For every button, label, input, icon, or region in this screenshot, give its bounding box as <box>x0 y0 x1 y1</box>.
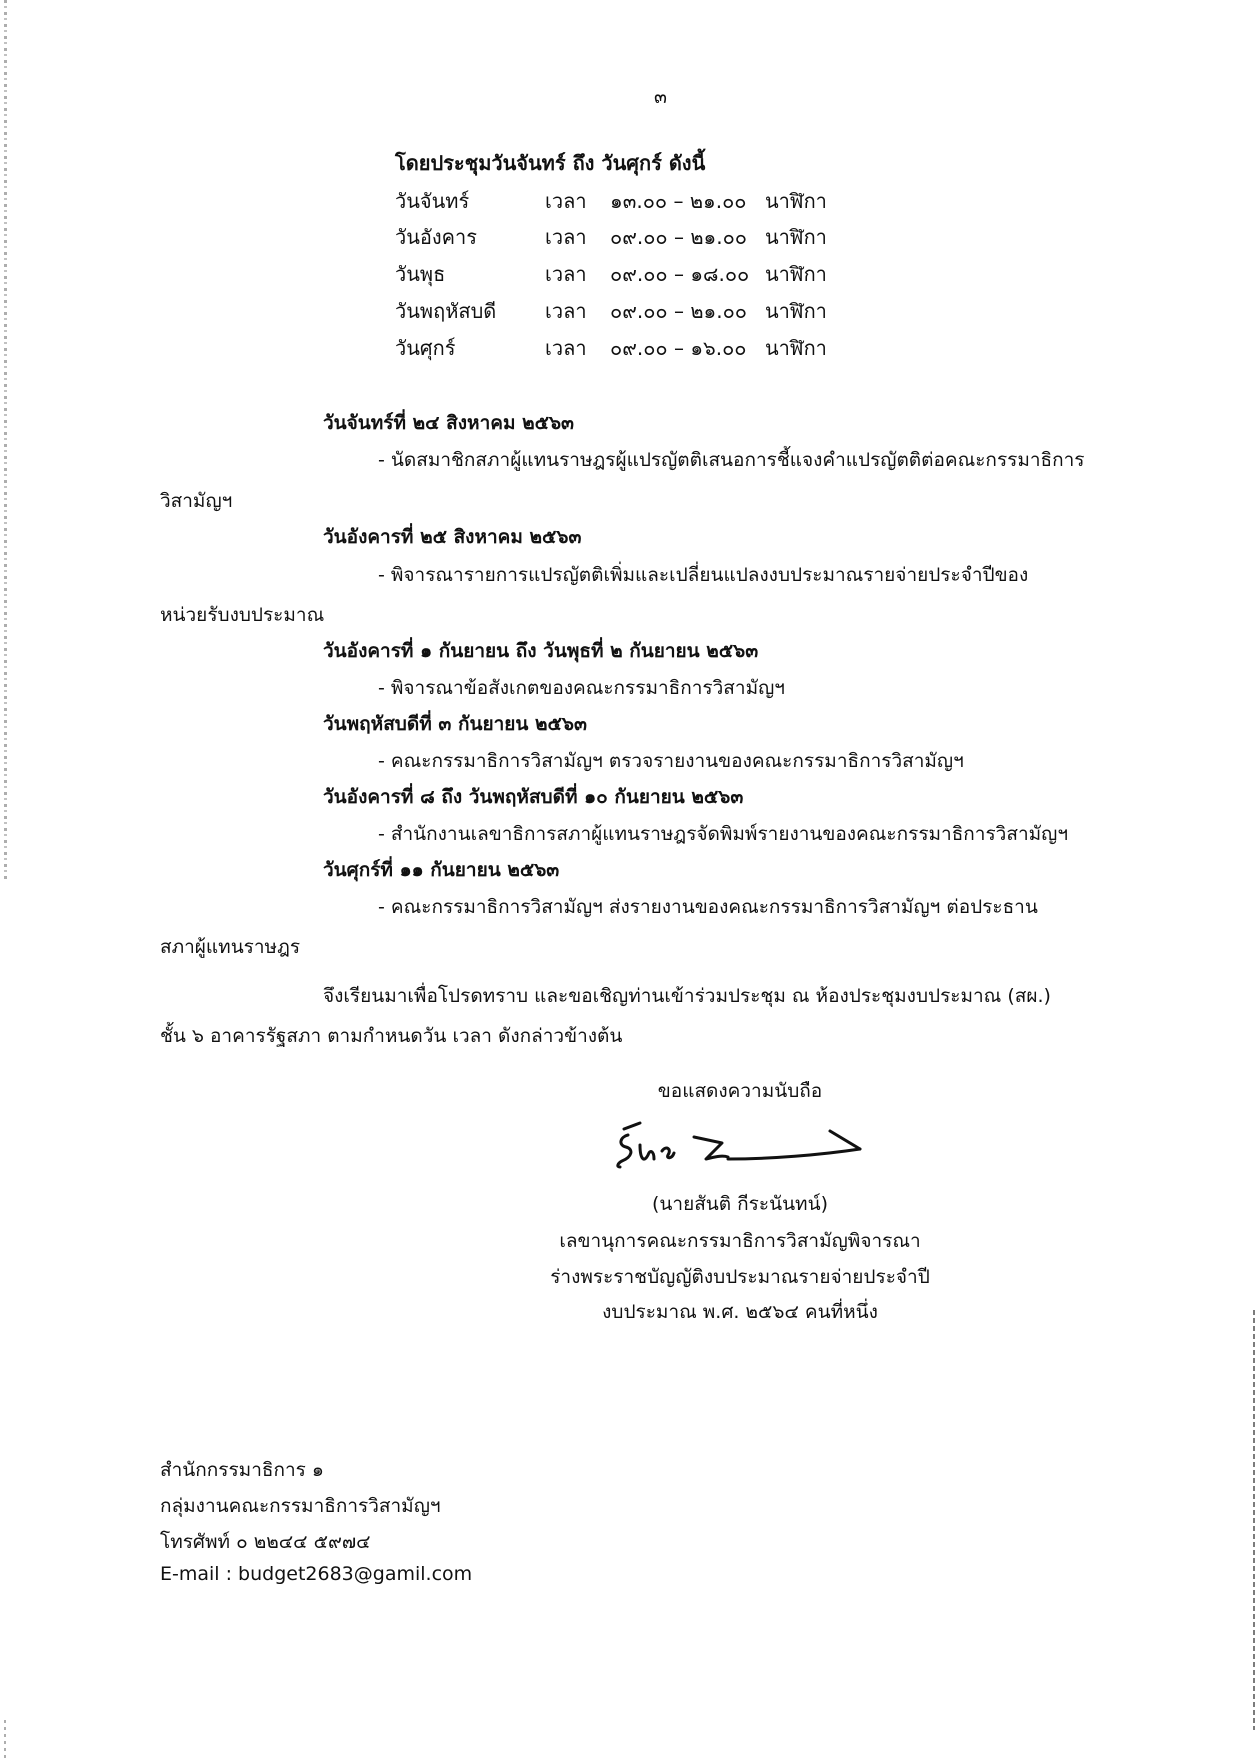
schedule-time-label: เวลา <box>545 262 587 286</box>
schedule-day: วันศุกร์ <box>395 336 456 360</box>
signatory-position-line: เลขานุการคณะกรรมาธิการวิสามัญพิจารณา <box>559 1230 921 1252</box>
agenda-date: วันพฤหัสบดีที่ ๓ กันยายน ๒๕๖๓ <box>323 713 587 735</box>
agenda-date: วันอังคารที่ ๘ ถึง วันพฤหัสบดีที่ ๑๐ กันยายน ๒๕๖๓ <box>323 786 744 808</box>
schedule-time-range: ๐๙.๐๐ – ๒๑.๐๐ <box>610 225 747 249</box>
schedule-time-unit: นาฬิกา <box>765 262 827 286</box>
closing-line-2: ชั้น ๖ อาคารรัฐสภา ตามกำหนดวัน เวลา ดังกล่าวข้างต้น <box>160 1025 623 1047</box>
agenda-item: - คณะกรรมาธิการวิสามัญฯ ตรวจรายงานของคณะกรรมาธิการวิสามัญฯ <box>378 750 964 772</box>
signatory-name: (นายสันติ กีระนันทน์) <box>652 1193 828 1215</box>
agenda-item: - พิจารณารายการแปรญัตติเพิ่มและเปลี่ยนแปลงงบประมาณรายจ่ายประจำปีของ <box>378 564 1029 586</box>
agenda-date: วันจันทร์ที่ ๒๔ สิงหาคม ๒๕๖๓ <box>323 412 575 434</box>
handwritten-signature-icon <box>610 1115 880 1175</box>
schedule-time-label: เวลา <box>545 336 587 360</box>
schedule-time-unit: นาฬิกา <box>765 189 827 213</box>
footer-email: E-mail : budget2683@gamil.com <box>160 1563 473 1585</box>
page-number: ๓ <box>654 86 667 108</box>
agenda-item: - คณะกรรมาธิการวิสามัญฯ ส่งรายงานของคณะกรรมาธิการวิสามัญฯ ต่อประธาน <box>378 896 1038 918</box>
schedule-time-range: ๐๙.๐๐ – ๑๘.๐๐ <box>610 262 750 286</box>
schedule-day: วันพุธ <box>395 262 446 286</box>
schedule-time-range: ๐๙.๐๐ – ๒๑.๐๐ <box>610 299 747 323</box>
scan-border-left-bottom <box>4 1720 6 1759</box>
scan-border-right <box>1253 1310 1255 1730</box>
footer-office: สำนักกรรมาธิการ ๑ <box>160 1459 324 1481</box>
agenda-item: - พิจารณาข้อสังเกตของคณะกรรมาธิการวิสามัญฯ <box>378 677 785 699</box>
agenda-item: - สำนักงานเลขาธิการสภาผู้แทนราษฎรจัดพิมพ์รายงานของคณะกรรมาธิการวิสามัญฯ <box>378 823 1069 845</box>
footer-phone: โทรศัพท์ ๐ ๒๒๔๔ ๕๙๗๔ <box>160 1531 371 1553</box>
agenda-item: - นัดสมาชิกสภาผู้แทนราษฎรผู้แปรญัตติเสนอการชี้แจงคำแปรญัตติต่อคณะกรรมาธิการ <box>378 449 1085 471</box>
footer-group: กลุ่มงานคณะกรรมาธิการวิสามัญฯ <box>160 1495 441 1517</box>
schedule-time-unit: นาฬิกา <box>765 299 827 323</box>
schedule-title: โดยประชุมวันจันทร์ ถึง วันศุกร์ ดังนี้ <box>395 151 706 175</box>
schedule-time-label: เวลา <box>545 189 587 213</box>
scan-border-left <box>4 0 7 880</box>
schedule-day: วันอังคาร <box>395 225 478 249</box>
agenda-date: วันอังคารที่ ๑ กันยายน ถึง วันพุธที่ ๒ กันยายน ๒๕๖๓ <box>323 640 759 662</box>
schedule-time-unit: นาฬิกา <box>765 336 827 360</box>
agenda-item-continuation: วิสามัญฯ <box>160 490 233 512</box>
schedule-day: วันพฤหัสบดี <box>395 299 497 323</box>
schedule-time-label: เวลา <box>545 299 587 323</box>
signatory-position-line: งบประมาณ พ.ศ. ๒๕๖๔ คนที่หนึ่ง <box>602 1301 878 1323</box>
closing-line-1: จึงเรียนมาเพื่อโปรดทราบ และขอเชิญท่านเข้าร่วมประชุม ณ ห้องประชุมงบประมาณ (สผ.) <box>323 985 1051 1007</box>
schedule-day: วันจันทร์ <box>395 189 470 213</box>
schedule-time-range: ๑๓.๐๐ – ๒๑.๐๐ <box>610 189 747 213</box>
schedule-time-range: ๐๙.๐๐ – ๑๖.๐๐ <box>610 336 747 360</box>
schedule-time-label: เวลา <box>545 225 587 249</box>
agenda-date: วันศุกร์ที่ ๑๑ กันยายน ๒๕๖๓ <box>323 859 560 881</box>
agenda-date: วันอังคารที่ ๒๕ สิงหาคม ๒๕๖๓ <box>323 526 582 548</box>
schedule-time-unit: นาฬิกา <box>765 225 827 249</box>
agenda-item-continuation: สภาผู้แทนราษฎร <box>160 936 301 958</box>
signature-salutation: ขอแสดงความนับถือ <box>657 1080 823 1102</box>
agenda-item-continuation: หน่วยรับงบประมาณ <box>160 604 325 626</box>
signatory-position-line: ร่างพระราชบัญญัติงบประมาณรายจ่ายประจำปี <box>550 1266 930 1288</box>
